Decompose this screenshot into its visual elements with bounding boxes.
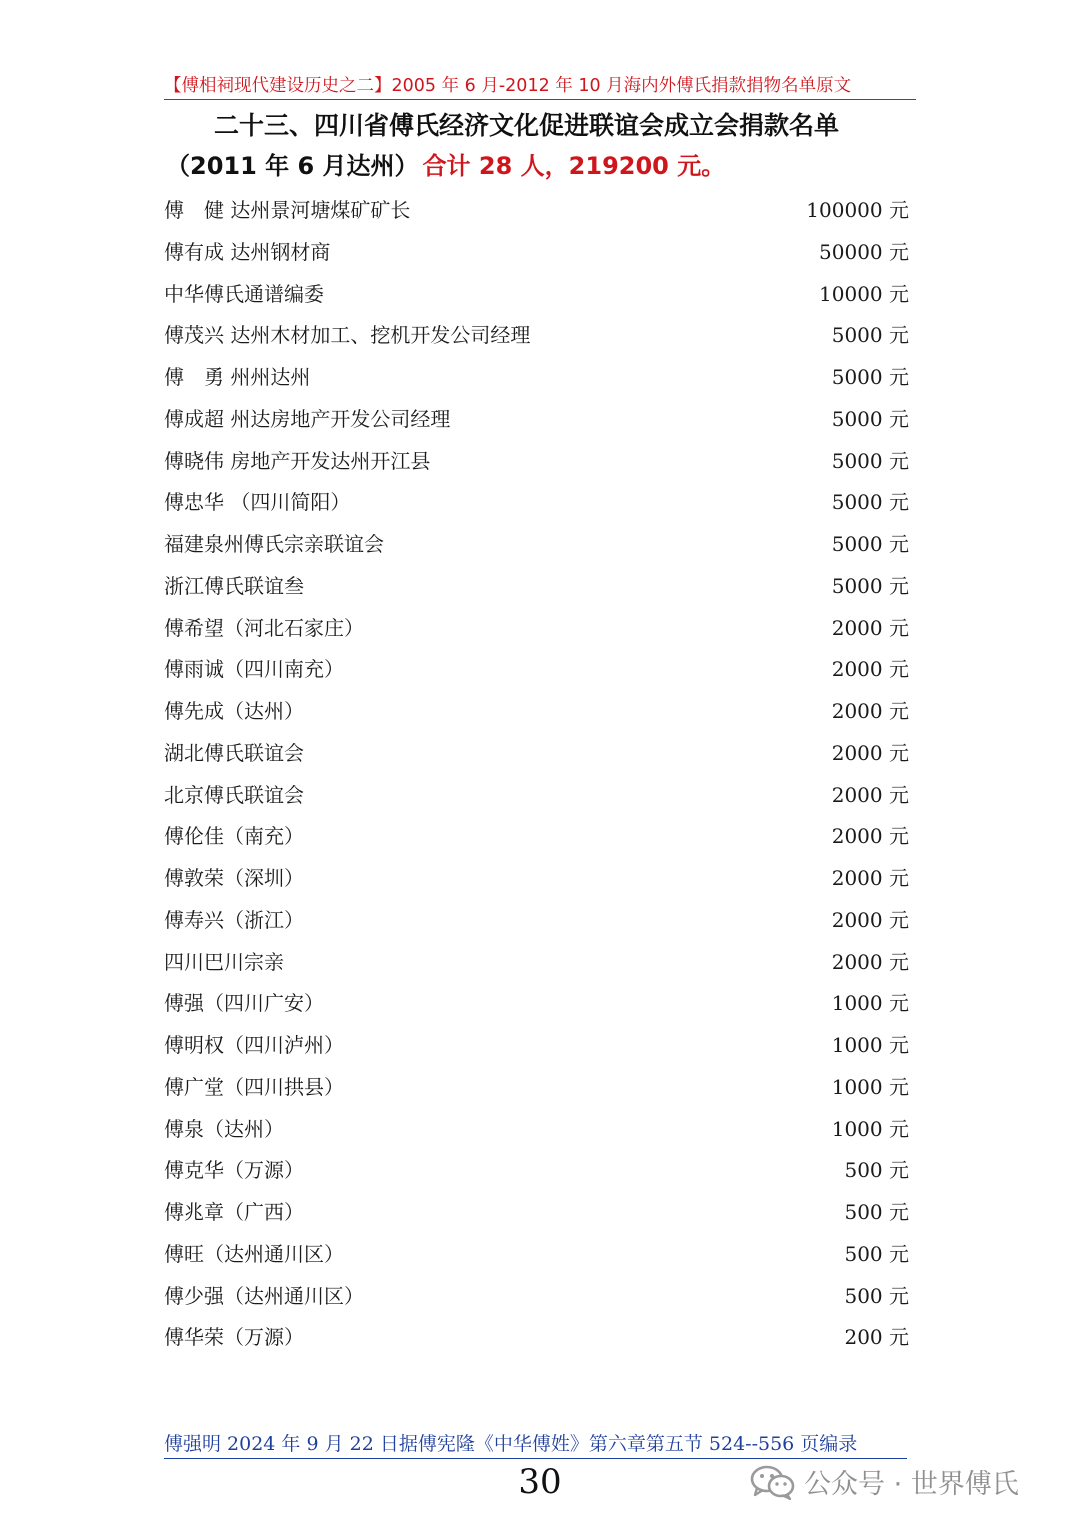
donor-row <box>164 1109 909 1151</box>
document-header: 【傅相祠现代建设历史之二】2005 年 6 月-2012 年 10 月海内外傅氏捐款捐物名单原文 <box>164 74 916 100</box>
donor-amount: 10000 元 <box>819 281 909 306</box>
donor-name: 福建泉州傅氏宗亲联谊会 <box>164 532 384 556</box>
donor-amount: 2000 元 <box>831 740 909 765</box>
donor-amount: 5000 元 <box>831 532 909 556</box>
donor-amount: 50000 元 <box>819 239 909 264</box>
donor-amount: 5000 元 <box>831 448 909 473</box>
donation-total: 合计 28 人，219200 元。 <box>422 152 726 180</box>
donor-name: 傅广堂（四川拱县） <box>164 1074 344 1099</box>
donor-name: 傅克华（万源） <box>164 1158 304 1183</box>
watermark <box>750 1462 1019 1501</box>
donor-name: 傅明权（四川泸州） <box>164 1033 344 1057</box>
donor-amount: 2000 元 <box>831 949 909 974</box>
donor-row <box>164 983 909 1025</box>
donor-name: 傅希望（河北石家庄） <box>164 615 364 640</box>
donor-name: 傅旺（达州通川区） <box>164 1241 344 1266</box>
donor-name: 傅华荣（万源） <box>164 1325 304 1350</box>
donor-amount: 5000 元 <box>831 406 909 431</box>
donor-name: 傅成超 州达房地产开发公司经理 <box>164 406 451 431</box>
donor-name: 傅 健 达州景河塘煤矿矿长 <box>164 198 411 222</box>
donor-name: 傅敦荣（深圳） <box>164 866 304 890</box>
donor-row <box>164 775 909 817</box>
donor-amount: 1000 元 <box>831 1033 909 1057</box>
donor-row <box>164 1317 909 1359</box>
donor-amount: 1000 元 <box>831 1116 909 1141</box>
donor-row <box>164 232 909 274</box>
page-number: 30 <box>518 1462 562 1502</box>
donor-name: 傅茂兴 达州木材加工、挖机开发公司经理 <box>164 323 531 348</box>
donor-row <box>164 649 909 691</box>
donor-name: 湖北傅氏联谊会 <box>164 740 304 765</box>
donor-row <box>164 190 909 232</box>
donor-name: 北京傅氏联谊会 <box>164 782 304 807</box>
donor-name: 四川巴川宗亲 <box>164 949 284 974</box>
donor-row <box>164 608 909 650</box>
donor-name: 傅 勇 州州达州 <box>164 365 311 389</box>
donor-name: 傅雨诚（四川南充） <box>164 657 344 682</box>
donor-amount: 2000 元 <box>831 782 909 807</box>
donor-amount: 500 元 <box>844 1283 909 1308</box>
donor-row <box>164 1192 909 1234</box>
donor-name: 傅先成（达州） <box>164 699 304 723</box>
donor-name: 傅泉（达州） <box>164 1116 284 1141</box>
donor-amount: 500 元 <box>844 1200 909 1224</box>
donor-name: 傅少强（达州通川区） <box>164 1283 364 1308</box>
donor-amount: 200 元 <box>844 1325 909 1350</box>
donor-row <box>164 482 909 524</box>
donor-amount: 5000 元 <box>831 490 909 515</box>
donor-row <box>164 274 909 316</box>
section-title: 二十三、四川省傅氏经济文化促进联谊会成立会捐款名单 <box>214 111 840 140</box>
donor-amount: 100000 元 <box>806 198 909 222</box>
donor-row <box>164 733 909 775</box>
donor-row <box>164 1150 909 1192</box>
donor-amount: 2000 元 <box>831 699 909 723</box>
donor-amount: 5000 元 <box>831 365 909 389</box>
donor-row <box>164 1025 909 1067</box>
donor-amount: 2000 元 <box>831 657 909 682</box>
footer-credit-link[interactable]: 傅强明 2024 年 9 月 22 日据傅宪隆《中华傅姓》第六章第五节 524--556 页编录 <box>164 1430 907 1459</box>
donor-amount: 1000 元 <box>831 991 909 1016</box>
donor-amount: 5000 元 <box>831 323 909 348</box>
donor-row <box>164 315 909 357</box>
section-subtitle <box>166 146 725 186</box>
donor-amount: 500 元 <box>844 1241 909 1266</box>
donor-row <box>164 858 909 900</box>
donor-row <box>164 1276 909 1318</box>
donor-name: 浙江傅氏联谊叁 <box>164 573 304 598</box>
donor-row <box>164 399 909 441</box>
donor-amount: 1000 元 <box>831 1074 909 1099</box>
donor-row <box>164 524 909 566</box>
donor-amount: 2000 元 <box>831 615 909 640</box>
donor-row <box>164 441 909 483</box>
donor-list <box>164 190 909 1359</box>
donor-name: 傅忠华 （四川简阳） <box>164 490 351 515</box>
donor-name: 傅强（四川广安） <box>164 991 324 1016</box>
subtitle-date-place: （2011 年 6 月达州） <box>166 152 419 180</box>
donor-name: 傅伦佳（南充） <box>164 824 304 849</box>
donor-row <box>164 942 909 984</box>
donor-amount: 2000 元 <box>831 907 909 932</box>
donor-row <box>164 691 909 733</box>
donor-row <box>164 900 909 942</box>
donor-name: 傅晓伟 房地产开发达州开江县 <box>164 448 431 473</box>
donor-name: 傅兆章（广西） <box>164 1200 304 1224</box>
donor-name: 傅寿兴（浙江） <box>164 907 304 932</box>
donor-row <box>164 816 909 858</box>
donor-amount: 5000 元 <box>831 573 909 598</box>
donor-row <box>164 566 909 608</box>
donor-row <box>164 357 909 399</box>
wechat-icon <box>750 1464 796 1500</box>
donor-name: 中华傅氏通谱编委 <box>164 281 324 306</box>
donor-amount: 2000 元 <box>831 866 909 890</box>
donor-name: 傅有成 达州钢材商 <box>164 239 331 264</box>
donor-row <box>164 1067 909 1109</box>
donor-amount: 500 元 <box>844 1158 909 1183</box>
donor-amount: 2000 元 <box>831 824 909 849</box>
donor-row <box>164 1234 909 1276</box>
watermark-text: 公众号 · 世界傅氏 <box>804 1469 1019 1500</box>
